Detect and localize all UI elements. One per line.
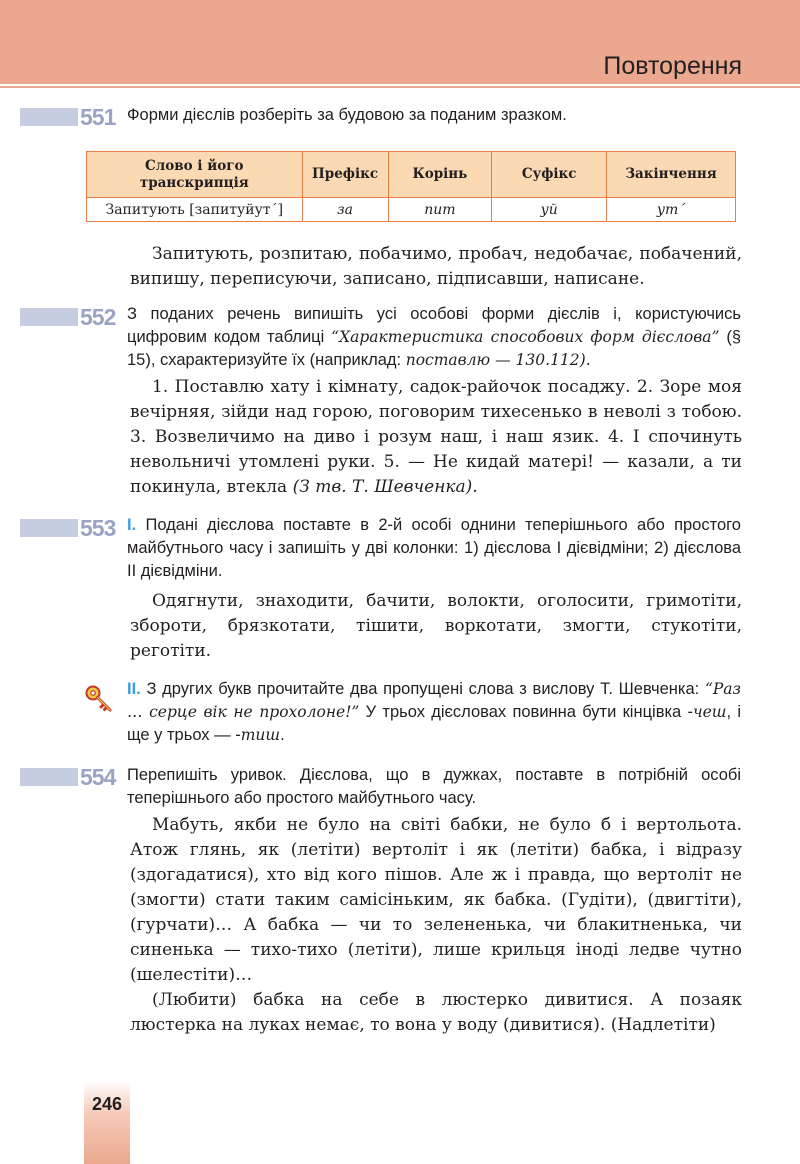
task-text: , і ще у трьох — -: [127, 703, 741, 744]
exercise-552-task: [127, 303, 741, 372]
exercise-marker-bar: [20, 308, 78, 326]
table-cell-prefix: за: [302, 198, 388, 222]
section-title: Повторення: [603, 52, 742, 80]
exercise-551-text: [130, 242, 742, 292]
table-cell-word: Запитують [запитуйут´]: [87, 198, 303, 222]
part-numeral: II.: [127, 680, 141, 698]
task-text: .: [280, 726, 285, 744]
exercise-554-task: Перепишіть уривок. Дієслова, що в дужках, поставте в потрібній особі теперішнього або простого майбутнього часу.: [127, 766, 741, 807]
table-header-row: [87, 152, 736, 198]
table-header-cell: Префікс: [302, 152, 388, 198]
quote: “Раз … серце вік не прохолоне!”: [127, 680, 741, 721]
paragraph: [130, 375, 742, 500]
table-cell-root: пит: [388, 198, 492, 222]
exercise-marker-bar: [20, 768, 78, 786]
task-text: У трьох дієсловах повинна бути кінцівка -: [359, 703, 693, 721]
header-divider: [0, 86, 800, 88]
exercise-marker-bar: [20, 519, 78, 537]
task-text: Подані дієслова поставте в 2-й особі однини теперішнього або простого майбутнього часу і запишіть у дві колонки: 1) дієслова I дієвідміни; 2) дієслова II дієвідміни.: [127, 516, 741, 580]
exercise-552-text: [130, 375, 742, 500]
source-citation: (З тв. Т. Шевченка).: [292, 477, 478, 497]
example: поставлю — 130.112).: [405, 351, 591, 369]
task-text: З поданих речень випишіть усі особові форми дієслів і, користуючись цифровим кодом таблиці: [127, 305, 741, 346]
exercise-553-task-part2: [127, 678, 741, 747]
page-number: 246: [91, 1094, 123, 1114]
table-cell-suffix: уй: [492, 198, 607, 222]
task-text: (§ 15), схарактеризуйте їх (наприклад:: [127, 328, 741, 369]
paragraph: Одягнути, знаходити, бачити, волокти, оголосити, гримотіти, збороти, брязкотати, тішити, воркотати, змогти, стукотіти, реготіти.: [130, 591, 742, 661]
table-header-cell: Закінчення: [607, 152, 736, 198]
exercise-marker-bar: [20, 108, 78, 126]
ending: тиш: [240, 726, 281, 744]
table-reference: “Характеристика способових форм дієслова”: [331, 328, 720, 346]
paragraph-text: 1. Поставлю хату і кімнату, садок-райочок посаджу. 2. Зоре моя вечірняя, зійди над горою, поговорим тихесенько в неволі з тобою. 3. Возвеличимо на диво і розум наш, і наш язик. 4. І спочинуть невольничі утомлені руки. 5. — Не кидай матері! — казали, а ти покинула, втекла: [130, 377, 742, 497]
table-header-cell: Слово і його транскрипція: [87, 152, 303, 198]
part-numeral: I.: [127, 516, 137, 534]
ending: чеш: [692, 703, 727, 721]
exercise-number-554: 554: [80, 764, 116, 790]
table-header-cell: Корінь: [388, 152, 492, 198]
exercise-553-task-part1: [127, 514, 741, 583]
table-header-cell: Суфікс: [492, 152, 607, 198]
exercise-553-text: [130, 589, 742, 664]
exercise-551-task: Форми дієслів розберіть за будовою за поданим зразком.: [127, 106, 567, 124]
paragraph: Запитують, розпитаю, побачимо, пробач, недобачає, побачений, випишу, переписуючи, записано, підписавши, написане.: [130, 244, 742, 289]
table-cell-ending: ут´: [607, 198, 736, 222]
task-text: З других букв прочитайте два пропущені слова з вислову Т. Шевченка:: [140, 680, 705, 698]
exercise-number-553: 553: [80, 515, 116, 541]
exercise-554-text: [130, 813, 742, 1038]
exercise-number-551: 551: [80, 104, 116, 130]
key-icon: [84, 684, 114, 712]
page-number-tab: [84, 1080, 130, 1164]
word-structure-table: [86, 151, 736, 222]
exercise-number-552: 552: [80, 304, 116, 330]
table-row: [87, 198, 736, 222]
paragraph: Мабуть, якби не було на світі бабки, не було б і вертольота. Атож глянь, як (летіти) вертоліт і як (летіти) бабка, і відразу (здогадатися), хто від кого пішов. Але ж і правда, що вертоліт не (змогти) стати таким самісіньким, як бабка. (Гудіти), (двигтіти), (гурчати)… А бабка — чи то зелененька, чи блакитненька, чи синенька — тихо-тихо (летіти), лише крильця іноді ледве чутно (шелестіти)…: [130, 815, 742, 985]
paragraph: (Любити) бабка на себе в люстерко дивитися. А позаяк люстерка на луках немає, то вона у воду (дивитися). (Надлетіти): [130, 990, 742, 1035]
